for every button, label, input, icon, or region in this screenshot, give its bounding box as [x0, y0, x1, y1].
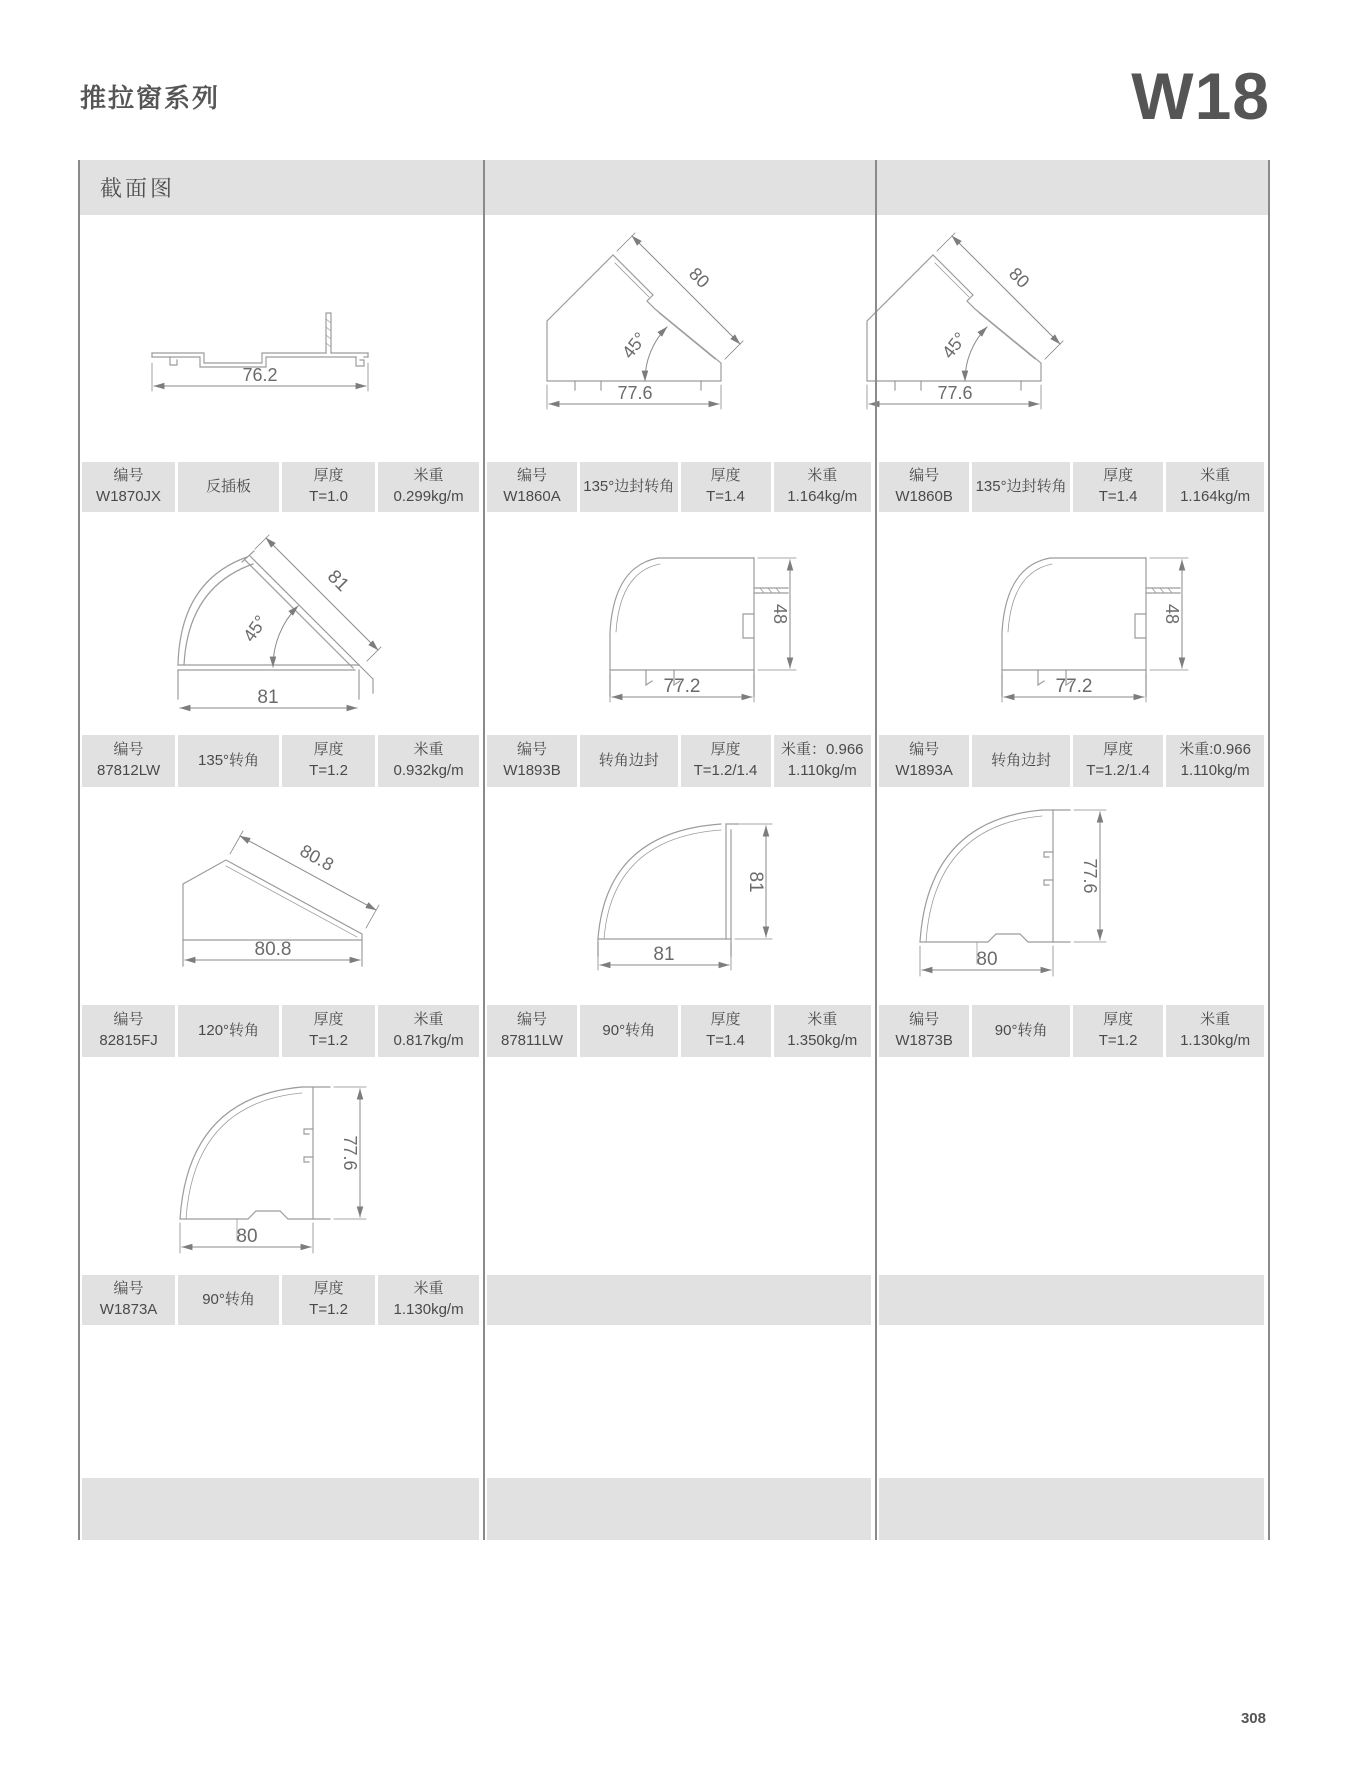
thickness-label: 厚度	[1103, 467, 1134, 485]
drawing-w1860a	[505, 213, 775, 413]
info-row-empty-col2	[487, 1275, 871, 1325]
weight-value: 1.350kg/m	[787, 1032, 858, 1049]
weight-value: 1.164kg/m	[787, 488, 858, 505]
code-label: 编号	[909, 467, 940, 485]
section-header: 截面图	[100, 176, 176, 201]
dim-bottom: 77.6	[937, 383, 973, 403]
info-cell-thickness	[681, 462, 771, 512]
table-footer-band-col1	[82, 1478, 479, 1540]
info-cell-weight	[1166, 1005, 1264, 1057]
code-label: 编号	[516, 467, 547, 485]
drawing-w1873a	[150, 1057, 410, 1267]
code-value: 87811LW	[501, 1032, 563, 1049]
name-value: 90°转角	[994, 1021, 1048, 1039]
info-row-w1893b	[487, 735, 871, 787]
name-value: 转角边封	[598, 751, 659, 769]
weight-label: 米重	[413, 741, 444, 759]
info-cell-code	[487, 735, 577, 787]
info-cell-weight	[1166, 462, 1264, 512]
code-value: 87812LW	[97, 762, 161, 779]
name-value: 90°转角	[202, 1290, 255, 1308]
info-cell-name	[178, 1275, 279, 1325]
table-footer-band-col2	[487, 1478, 871, 1540]
dim-diagonal: 80.8	[296, 840, 338, 875]
page-number: 308	[1240, 1710, 1266, 1727]
code-value: W1873A	[99, 1301, 158, 1318]
dim-diagonal: 80	[685, 263, 714, 292]
weight-value: 0.932kg/m	[393, 762, 464, 779]
weight-value: 0.299kg/m	[393, 488, 464, 505]
dim-angle: 45°	[618, 328, 651, 363]
dim-bottom: 81	[257, 687, 279, 708]
weight-label: 米重	[413, 467, 444, 485]
drawing-w1873b	[890, 780, 1150, 990]
dim-bottom: 77.2	[663, 676, 701, 697]
thickness-value: T=1.2	[1098, 1032, 1138, 1049]
section-header-band	[78, 160, 1270, 215]
profile-table	[78, 160, 1270, 1540]
table-border-right	[1268, 160, 1270, 1540]
code-label: 编号	[113, 1011, 144, 1029]
thickness-label: 厚度	[313, 467, 344, 485]
weight-value: 1.110kg/m	[1180, 762, 1250, 779]
code-value: 82815FJ	[99, 1032, 158, 1049]
info-row-w1860a	[487, 462, 871, 512]
thickness-label: 厚度	[710, 467, 741, 485]
dim-diagonal: 80	[1005, 263, 1034, 292]
dim-bottom: 77.2	[1055, 676, 1093, 697]
dim-angle: 45°	[938, 328, 971, 363]
info-cell-name	[178, 462, 279, 512]
thickness-label: 厚度	[710, 741, 741, 759]
thickness-value: T=1.2/1.4	[693, 762, 758, 779]
thickness-label: 厚度	[313, 1011, 344, 1029]
weight-label: 米重	[413, 1011, 444, 1029]
info-cell-weight	[774, 735, 872, 787]
info-cell-name	[580, 735, 678, 787]
page-code: W18	[1131, 59, 1270, 133]
thickness-value: T=1.2	[309, 762, 348, 779]
info-cell-thickness	[282, 1275, 375, 1325]
thickness-value: T=1.2	[309, 1032, 348, 1049]
dim-right: 48	[770, 603, 790, 625]
code-value: W1860A	[503, 488, 561, 505]
code-value: W1893A	[895, 762, 953, 779]
info-row-87812lw	[82, 735, 479, 787]
info-cell-code	[879, 1005, 969, 1057]
dim-diagonal: 81	[322, 566, 353, 597]
info-cell-code	[487, 462, 577, 512]
code-value: W1860B	[895, 488, 953, 505]
weight-value: 1.130kg/m	[1180, 1032, 1251, 1049]
info-cell-weight	[378, 1275, 479, 1325]
thickness-value: T=1.4	[706, 1032, 745, 1049]
code-value: W1893B	[503, 762, 561, 779]
dim-right: 77.6	[1080, 858, 1100, 894]
dim-bottom: 76.2	[242, 365, 278, 385]
code-label: 编号	[113, 467, 144, 485]
dim-bottom: 77.6	[617, 383, 653, 403]
dim-angle: 45°	[239, 611, 272, 646]
thickness-value: T=1.4	[706, 488, 745, 505]
thickness-value: T=1.2	[309, 1301, 348, 1318]
info-row-w1873a	[82, 1275, 479, 1325]
info-cell-weight	[774, 1005, 872, 1057]
dim-bottom: 80	[236, 1226, 258, 1247]
page-header	[80, 56, 1270, 136]
info-row-w1860b	[879, 462, 1264, 512]
drawing-w1893b	[558, 520, 818, 710]
info-cell-code	[879, 462, 969, 512]
info-cell-code	[487, 1005, 577, 1057]
info-cell-thickness	[681, 1005, 771, 1057]
code-value: W1870JX	[96, 488, 162, 505]
code-label: 编号	[113, 1280, 144, 1298]
name-value: 120°转角	[198, 1021, 260, 1039]
weight-label: 米重：0.966	[780, 741, 864, 759]
info-cell-weight	[774, 462, 872, 512]
info-row-empty-col3	[879, 1275, 1264, 1325]
info-cell-code	[82, 1275, 175, 1325]
name-value: 135°转角	[198, 751, 260, 769]
info-cell-name	[972, 462, 1070, 512]
info-cell-code	[82, 735, 175, 787]
info-cell-code	[82, 462, 175, 512]
thickness-value: T=1.4	[1098, 488, 1138, 505]
code-value: W1873B	[895, 1032, 953, 1049]
table-footer-band-col3	[879, 1478, 1264, 1540]
info-cell-thickness	[282, 462, 375, 512]
info-cell-thickness	[282, 1005, 375, 1057]
series-title: 推拉窗系列	[80, 82, 221, 113]
info-cell-name	[580, 1005, 678, 1057]
info-row-82815fj	[82, 1005, 479, 1057]
info-cell-thickness	[282, 735, 375, 787]
drawing-w1860b	[825, 213, 1095, 413]
info-cell-weight	[378, 462, 479, 512]
info-cell-name	[178, 1005, 279, 1057]
weight-value: 0.817kg/m	[393, 1032, 464, 1049]
name-value: 135°边封转角	[583, 477, 675, 495]
weight-label: 米重	[807, 467, 838, 485]
dim-bottom: 80	[976, 949, 998, 970]
drawing-w1893a	[950, 520, 1210, 710]
thickness-label: 厚度	[313, 741, 344, 759]
info-cell-weight	[378, 735, 479, 787]
thickness-label: 厚度	[313, 1280, 344, 1298]
dim-bottom: 80.8	[254, 939, 292, 960]
weight-value: 1.110kg/m	[787, 762, 857, 779]
drawing-w1870jx	[130, 293, 390, 423]
drawing-87811lw	[560, 794, 800, 994]
weight-label: 米重	[1200, 1011, 1231, 1029]
drawing-87812lw	[138, 515, 428, 725]
info-cell-code	[82, 1005, 175, 1057]
name-value: 135°边封转角	[975, 477, 1067, 495]
info-cell-thickness	[681, 735, 771, 787]
thickness-value: T=1.0	[309, 488, 348, 505]
drawing-82815fj	[138, 808, 428, 988]
info-cell-weight	[378, 1005, 479, 1057]
code-label: 编号	[113, 741, 144, 759]
column-divider-2	[875, 160, 877, 1540]
weight-label: 米重	[807, 1011, 838, 1029]
name-value: 反插板	[206, 477, 252, 495]
thickness-value: T=1.2/1.4	[1086, 762, 1151, 779]
info-cell-weight	[1166, 735, 1264, 787]
thickness-label: 厚度	[710, 1011, 741, 1029]
code-label: 编号	[909, 1011, 940, 1029]
dim-right: 77.6	[340, 1135, 360, 1171]
code-label: 编号	[516, 1011, 547, 1029]
weight-value: 1.130kg/m	[393, 1301, 464, 1318]
info-row-87811lw	[487, 1005, 871, 1057]
weight-label: 米重:0.966	[1179, 741, 1251, 759]
dim-right: 81	[745, 871, 766, 893]
code-label: 编号	[516, 741, 547, 759]
weight-label: 米重	[413, 1280, 444, 1298]
code-label: 编号	[909, 741, 940, 759]
name-value: 转角边封	[991, 751, 1052, 769]
info-cell-thickness	[1073, 1005, 1163, 1057]
column-divider-1	[483, 160, 485, 1540]
weight-label: 米重	[1200, 467, 1231, 485]
info-row-w1873b	[879, 1005, 1264, 1057]
dim-bottom: 81	[653, 944, 675, 965]
info-cell-name	[580, 462, 678, 512]
thickness-label: 厚度	[1103, 741, 1134, 759]
table-border-left	[78, 160, 80, 1540]
dim-right: 48	[1162, 603, 1182, 625]
thickness-label: 厚度	[1103, 1011, 1134, 1029]
info-row-w1870jx	[82, 462, 479, 512]
weight-value: 1.164kg/m	[1180, 488, 1251, 505]
info-cell-name	[178, 735, 279, 787]
info-cell-thickness	[1073, 462, 1163, 512]
name-value: 90°转角	[602, 1021, 656, 1039]
info-cell-name	[972, 1005, 1070, 1057]
